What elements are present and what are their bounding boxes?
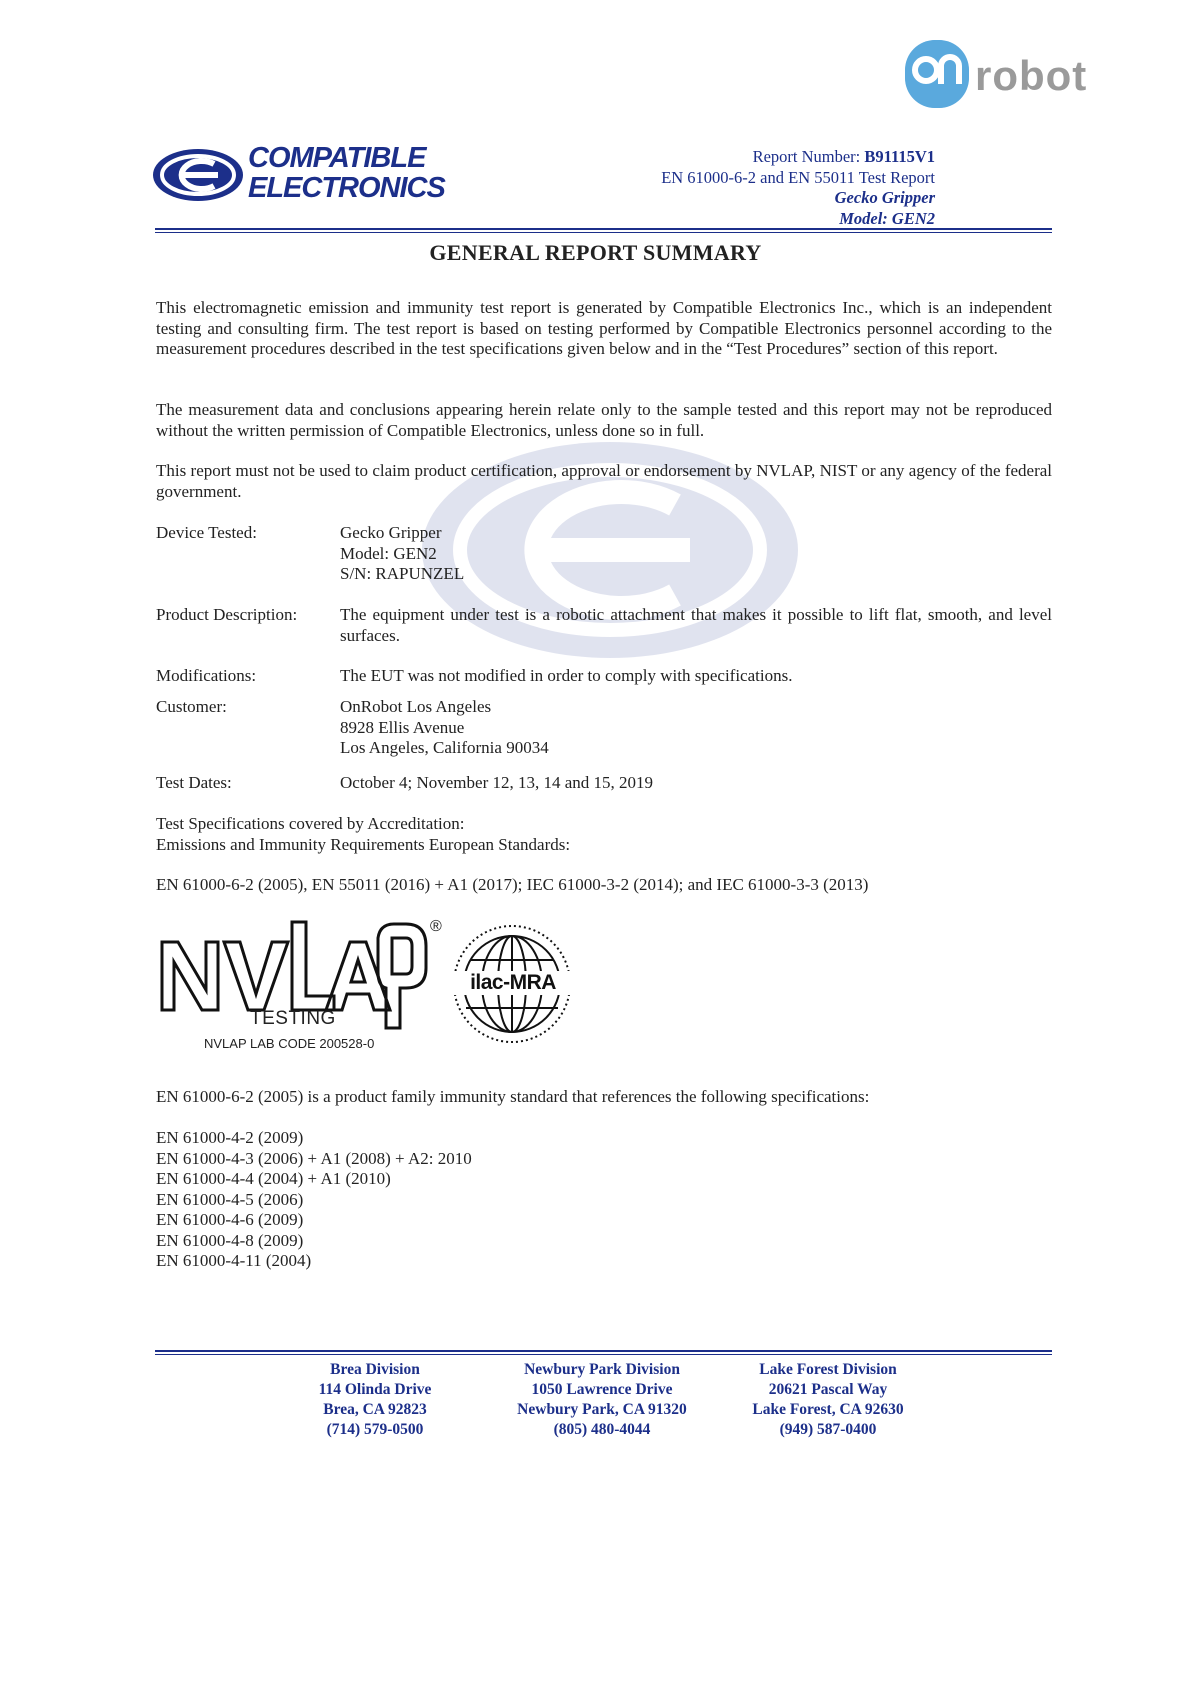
modifications-label: Modifications:: [156, 666, 257, 685]
description-value: The equipment under test is a robotic attachment that makes it possible to lift flat, smooth, and level surfaces.: [340, 605, 1052, 645]
division-street: 114 Olinda Drive: [318, 1381, 432, 1398]
customer-city: Los Angeles, California 90034: [340, 738, 549, 757]
specs-standards: EN 61000-6-2 (2005), EN 55011 (2016) + A1 (2017); IEC 61000-3-2 (2014); and IEC 61000-3-3 (2013): [156, 875, 869, 894]
ce-logo-line1: COMPATIBLE: [248, 142, 426, 174]
device-value: [340, 523, 1052, 585]
page-title: GENERAL REPORT SUMMARY: [429, 240, 762, 265]
compatible-electronics-logo: [152, 142, 452, 208]
division-name: Newbury Park Division: [524, 1361, 680, 1378]
report-model: Model: GEN2: [839, 208, 935, 228]
reference-item: EN 61000-4-3 (2006) + A1 (2008) + A2: 2010: [156, 1148, 472, 1168]
intro-paragraph-1: This electromagnetic emission and immunity test report is generated by Compatible Electronics Inc., which is an independent testing and consulting firm. The test report is based on testing performed by Compatible Electronics personnel according to the measurement procedures described in the test specifications given below and in the “Test Procedures” section of this report.: [156, 298, 1052, 358]
reference-item: EN 61000-4-2 (2009): [156, 1128, 304, 1147]
device-serial: S/N: RAPUNZEL: [340, 564, 465, 583]
header-rule: [155, 228, 1052, 230]
division-city: Lake Forest, CA 92630: [752, 1401, 904, 1418]
division-street: 1050 Lawrence Drive: [531, 1381, 673, 1398]
footer-rule-thin: [155, 1354, 1052, 1355]
footer-rule: [155, 1350, 1052, 1352]
report-standard: EN 61000-6-2 and EN 55011 Test Report: [661, 167, 935, 187]
header-rule-thin: [155, 232, 1052, 233]
customer-label: Customer:: [156, 697, 227, 716]
specs-covered: [156, 814, 1052, 855]
nvlap-testing: TESTING: [250, 1008, 336, 1029]
nvlap-lab-code: NVLAP LAB CODE 200528-0: [204, 1036, 375, 1051]
references-list: [156, 1128, 1052, 1272]
reference-item: EN 61000-4-5 (2006): [156, 1189, 304, 1209]
division-phone: (805) 480-4044: [553, 1421, 651, 1438]
division-newbury-park: [492, 1360, 712, 1440]
device-label: Device Tested:: [156, 523, 257, 542]
specs-covered-line1: Test Specifications covered by Accreditation:: [156, 814, 465, 833]
intro-paragraph-3: This report must not be used to claim product certification, approval or endorsement by NVLAP, NIST or any agency of the federal government.: [156, 461, 1052, 501]
ilac-mra-logo: [450, 922, 574, 1046]
registered-mark: ®: [430, 918, 442, 935]
ilac-mra-text: ilac-MRA: [452, 971, 574, 995]
device-model: Model: GEN2: [340, 543, 437, 563]
customer-name: OnRobot Los Angeles: [340, 697, 492, 716]
report-header: [661, 147, 935, 229]
onrobot-wordmark: robot: [975, 52, 1088, 99]
dates-value: October 4; November 12, 13, 14 and 15, 2019: [340, 773, 654, 792]
device-name: Gecko Gripper: [340, 523, 442, 542]
report-number-value: B91115V1: [864, 147, 935, 166]
dates-label: Test Dates:: [156, 773, 232, 792]
division-name: Lake Forest Division: [759, 1361, 897, 1378]
division-lake-forest: [718, 1360, 938, 1440]
specs-covered-line2: Emissions and Immunity Requirements European Standards:: [156, 834, 571, 854]
onrobot-logo: [905, 40, 1088, 112]
ce-emblem-icon: [152, 148, 244, 202]
description-label: Product Description:: [156, 605, 298, 624]
division-phone: (714) 579-0500: [326, 1421, 424, 1438]
reference-item: EN 61000-4-11 (2004): [156, 1251, 312, 1270]
division-street: 20621 Pascal Way: [768, 1381, 888, 1398]
division-name: Brea Division: [330, 1361, 420, 1378]
onrobot-bubble-icon: [905, 40, 969, 108]
customer-value: [340, 697, 1052, 759]
report-number: [661, 147, 935, 168]
references-intro: EN 61000-6-2 (2005) is a product family immunity standard that references the following specifications:: [156, 1087, 870, 1106]
reference-item: EN 61000-4-6 (2009): [156, 1210, 304, 1229]
report-product: Gecko Gripper: [834, 188, 935, 207]
division-city: Newbury Park, CA 91320: [517, 1401, 687, 1418]
modifications-value: The EUT was not modified in order to comply with specifications.: [340, 666, 793, 685]
accreditation-logos: [158, 920, 598, 1060]
customer-street: 8928 Ellis Avenue: [340, 717, 465, 737]
intro-paragraph-2: The measurement data and conclusions appearing herein relate only to the sample tested and this report may not be reproduced without the written permission of Compatible Electronics, unless done so in full.: [156, 400, 1052, 440]
report-number-label: Report Number:: [752, 147, 865, 166]
division-phone: (949) 587-0400: [779, 1421, 877, 1438]
reference-item: EN 61000-4-8 (2009): [156, 1230, 304, 1250]
division-brea: [265, 1360, 485, 1440]
ce-logo-line2: ELECTRONICS: [248, 172, 445, 204]
division-city: Brea, CA 92823: [323, 1401, 427, 1418]
reference-item: EN 61000-4-4 (2004) + A1 (2010): [156, 1169, 391, 1188]
